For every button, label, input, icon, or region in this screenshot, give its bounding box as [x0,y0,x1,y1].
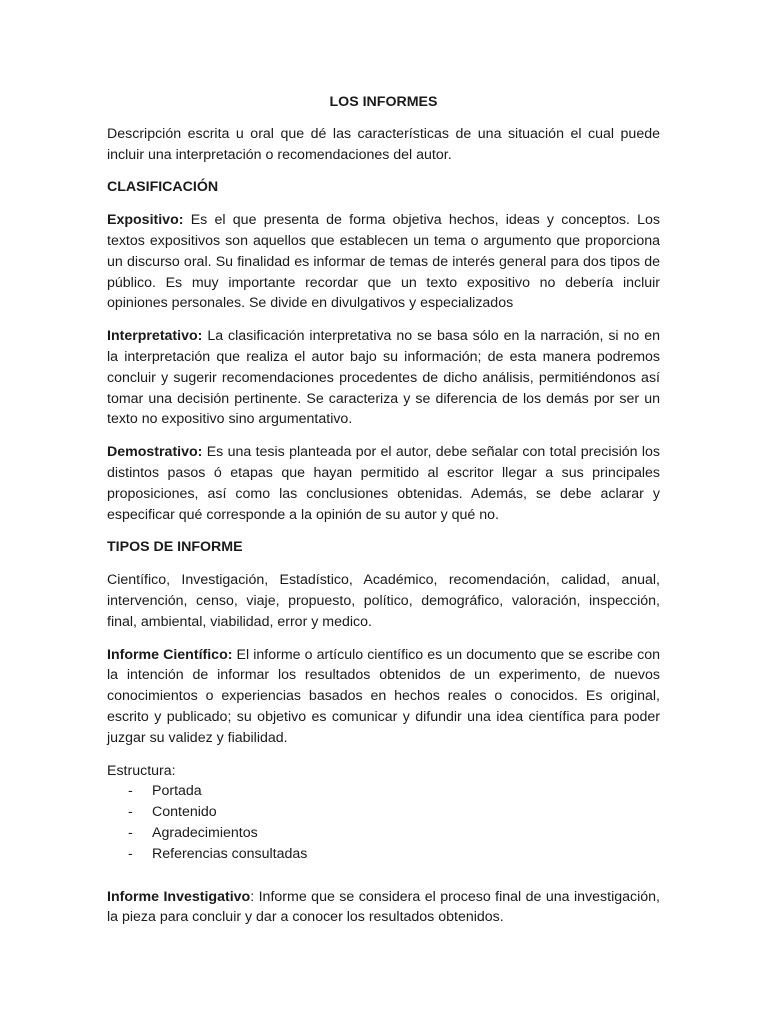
list-dash: - [128,783,133,800]
expositivo-text: Es el que presenta de forma objetiva hechos, ideas y conceptos. Los textos expositivos son aquellos que establecen un tema o argumento que proporciona un discurso oral. Su finalidad es informar de temas de interés general para dos tipos de público. Es muy importante recordar que un texto expositivo no debería incluir opiniones personales. Se divide en divulgativos y especializados [107,212,660,312]
document-title: LOS INFORMES [329,94,438,110]
list-item [107,823,660,844]
types-list-paragraph: Científico, Investigación, Estadístico, Académico, recomendación, calidad, anual, intervención, censo, viaje, propuesto, político, demográfico, valoración, inspección, final, ambiental, viabilidad, error y medico. [107,572,660,630]
list-dash: - [128,804,133,821]
expositivo-label: Expositivo: [107,212,184,229]
document-body [107,92,660,940]
informe-investigativo-label: Informe Investigativo [107,888,251,905]
intro-paragraph: Descripción escrita u oral que dé las características de una situación el cual puede incluir una interpretación o recomendaciones del autor. [107,125,660,163]
list-dash: - [128,845,133,862]
classification-heading: CLASIFICACIÓN [107,179,219,196]
list-dash: - [128,824,133,841]
types-heading: TIPOS DE INFORME [107,539,243,556]
interpretativo-label: Interpretativo: [107,328,203,345]
informe-investigativo-paragraph [107,887,660,929]
demostrativo-text: Es una tesis planteada por el autor, debe señalar con total precisión los distintos pasos ó etapas que hayan permitido al escritor llegar a sus principales proposiciones, así como las conclusiones obtenidas. Además, se debe aclarar y especificar qué corresponde a la opinión de su autor y qué no. [107,444,660,523]
informe-investigativo-text: : Informe que se considera el proceso final de una investigación, la pieza para concluir y dar a conocer los resultados obtenidos. [107,888,660,926]
informe-cientifico-text: El informe o artículo científico es un documento que se escribe con la intención de informar los resultados obtenidos de un experimento, de nuevos conocimientos o experiencias basados en hechos reales o conocidos. Es original, escrito y publicado; su objetivo es comunicar y difundir una idea científica para poder juzgar su validez y fiabilidad. [107,646,660,746]
interpretativo-paragraph [107,326,660,430]
list-item [107,802,660,823]
list-item-text: Portada [152,783,202,800]
list-item-text: Referencias consultadas [152,845,308,862]
list-item-text: Agradecimientos [152,824,258,841]
list-item-text: Contenido [152,804,217,821]
demostrativo-label: Demostrativo: [107,444,203,461]
demostrativo-paragraph [107,442,660,525]
interpretativo-text: La clasificación interpretativa no se basa sólo en la narración, si no en la interpretación que realiza el autor bajo su información; de esta manera podremos concluir y sugerir recomendaciones procedentes de dicho análisis, permitiéndonos así tomar una decisión pertinente. Se caracteriza y se diferencia de los demás por ser un texto no expositivo sino argumentativo. [107,328,660,428]
list-item [107,781,660,802]
structure-list [107,781,660,864]
expositivo-paragraph [107,210,660,314]
structure-label: Estructura: [107,762,176,779]
list-item [107,844,660,865]
informe-cientifico-paragraph [107,645,660,749]
informe-cientifico-label: Informe Científico: [107,646,233,663]
